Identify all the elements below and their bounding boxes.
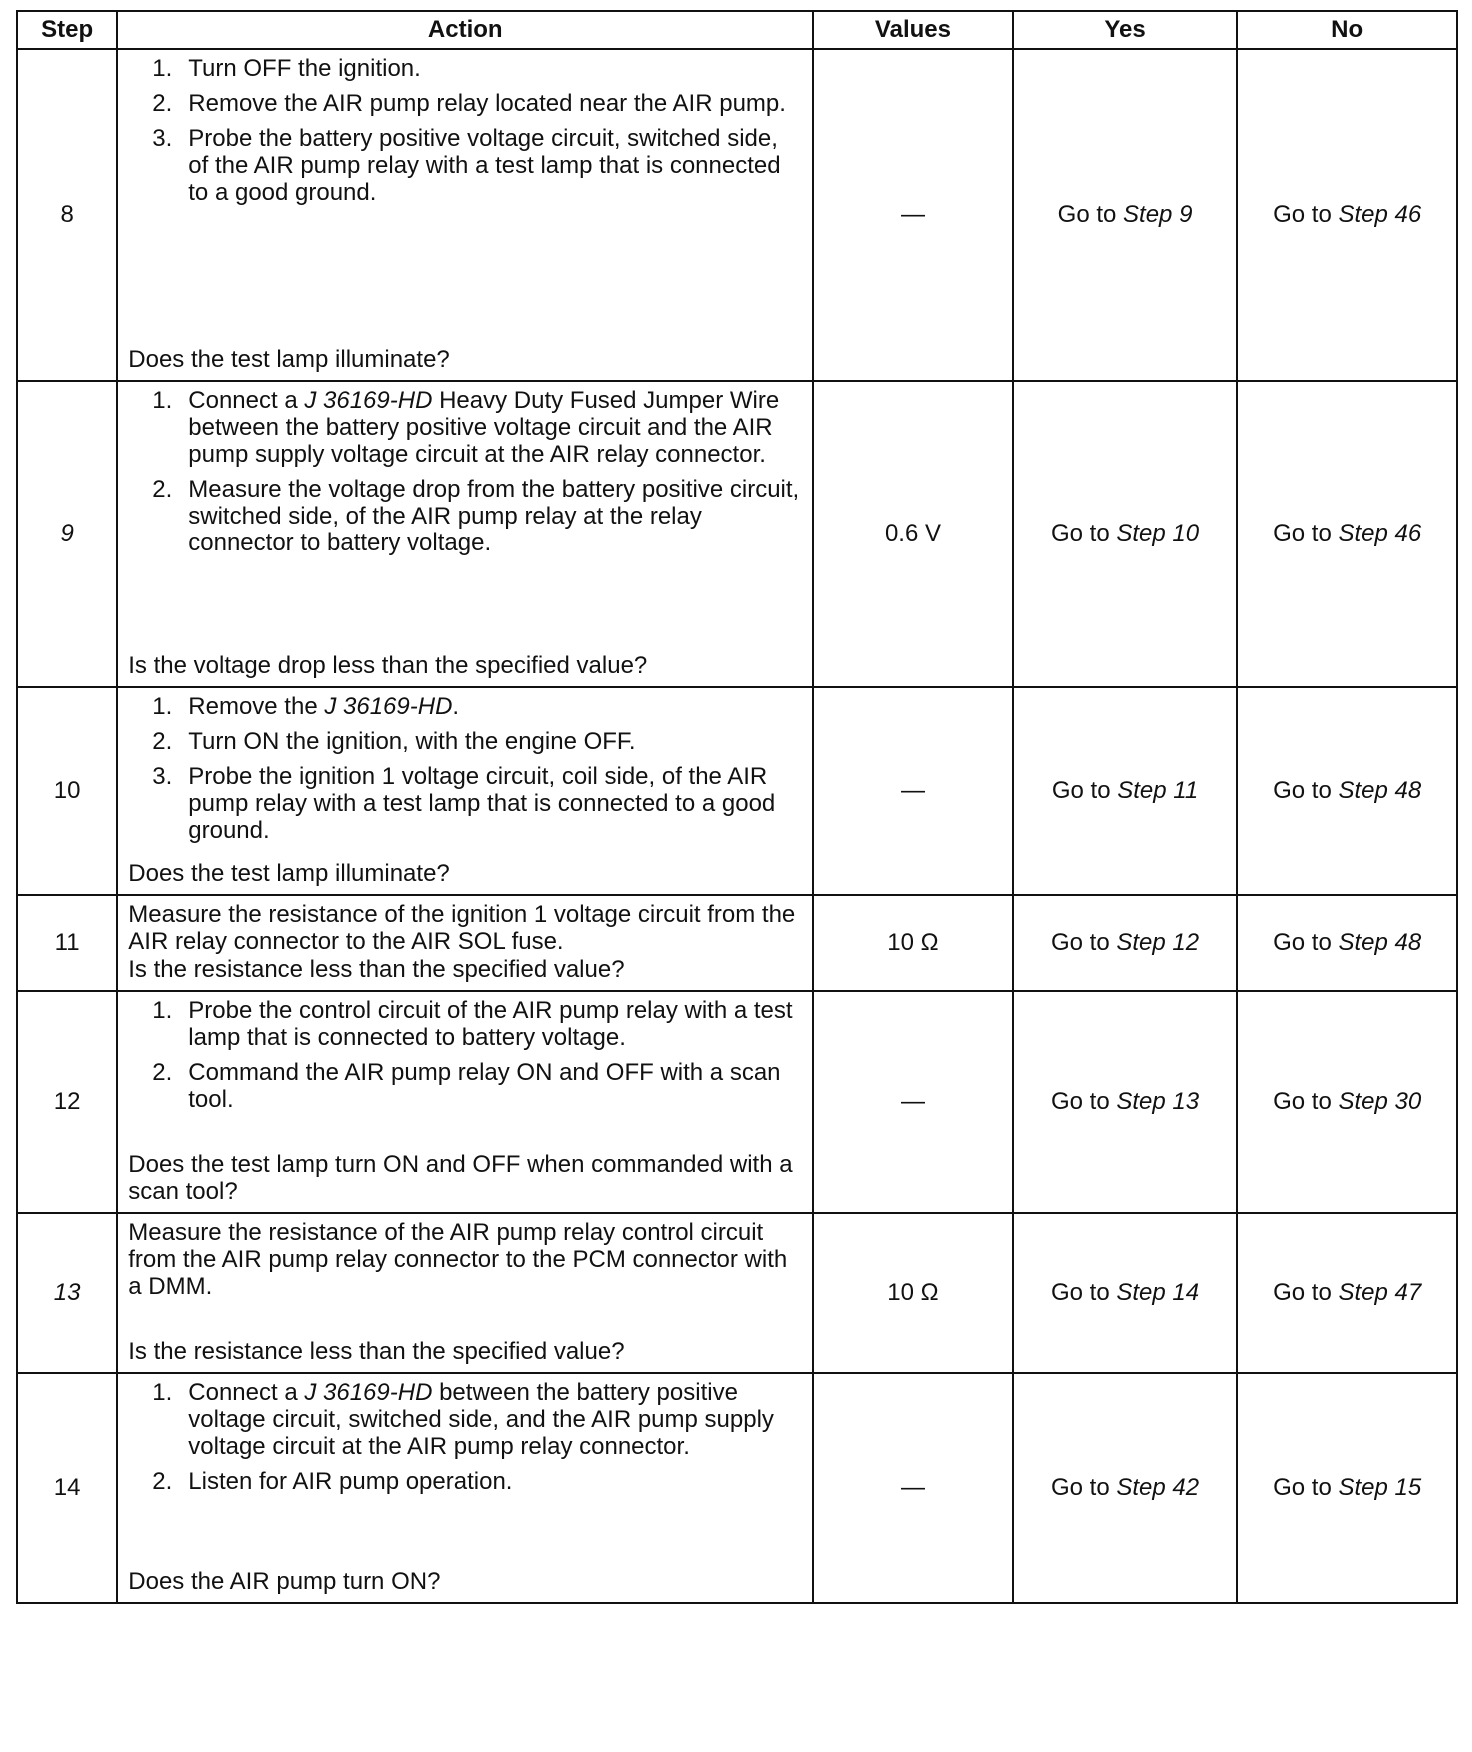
no-cell <box>1237 49 1457 381</box>
action-cell <box>117 895 813 991</box>
step-number: 14 <box>17 1373 117 1603</box>
go-to-label: Go to <box>1273 1473 1339 1501</box>
action-cell <box>117 381 813 687</box>
yes-cell <box>1013 1213 1238 1373</box>
step-number: 9 <box>17 381 117 687</box>
table-row-step-14 <box>17 1373 1457 1603</box>
no-cell <box>1237 1213 1457 1373</box>
yes-cell <box>1013 895 1238 991</box>
no-step-link[interactable]: Step 46 <box>1338 519 1422 547</box>
action-list <box>128 998 802 1122</box>
action-item: Probe the ignition 1 voltage circuit, coil side, of the AIR pump relay with a test lamp that is connected to a good ground. <box>188 762 776 844</box>
action-text: Heavy Duty Fused Jumper Wire between the battery positive voltage circuit and the AIR pump supply voltage circuit at the AIR relay connector. <box>188 387 780 468</box>
action-item: Turn OFF the ignition. <box>188 55 421 82</box>
no-step-link[interactable]: Step 48 <box>1338 776 1422 804</box>
no-cell <box>1237 687 1457 895</box>
action-text: Remove the <box>188 693 325 720</box>
go-to-label: Go to <box>1051 776 1118 804</box>
table-row-step-8 <box>17 49 1457 381</box>
action-list <box>128 694 802 852</box>
tool-reference: J 36169-HD <box>304 387 433 414</box>
header-no: No <box>1237 11 1457 49</box>
go-to-label: Go to <box>1273 1087 1339 1115</box>
action-item: Probe the battery positive voltage circuit, switched side, of the AIR pump relay with a test lamp that is connected to a good ground. <box>188 124 781 206</box>
action-item <box>188 1380 802 1461</box>
action-text: Connect a <box>188 387 305 414</box>
go-to-label: Go to <box>1273 776 1339 804</box>
action-text: Connect a <box>188 1379 305 1406</box>
table-row-step-12 <box>17 991 1457 1213</box>
no-step-link[interactable]: Step 46 <box>1338 200 1422 228</box>
action-cell <box>117 991 813 1213</box>
value-cell: — <box>813 49 1013 381</box>
yes-step-link[interactable]: Step 14 <box>1116 1278 1200 1306</box>
yes-step-link[interactable]: Step 9 <box>1123 200 1193 228</box>
no-step-link[interactable]: Step 47 <box>1338 1278 1422 1306</box>
action-item <box>188 388 802 469</box>
step-number: 10 <box>17 687 117 895</box>
header-action: Action <box>117 11 813 49</box>
value-cell: 0.6 V <box>813 381 1013 687</box>
header-row <box>17 11 1457 49</box>
header-values: Values <box>813 11 1013 49</box>
yes-cell <box>1013 381 1238 687</box>
action-question: Is the voltage drop less than the specified value? <box>128 652 648 680</box>
action-cell <box>117 687 813 895</box>
action-question: Does the test lamp turn ON and OFF when commanded with a scan tool? <box>128 1151 793 1206</box>
yes-cell <box>1013 49 1238 381</box>
yes-step-link[interactable]: Step 42 <box>1116 1473 1200 1501</box>
no-step-link[interactable]: Step 48 <box>1338 928 1422 956</box>
go-to-label: Go to <box>1050 928 1117 956</box>
action-item: Turn ON the ignition, with the engine OFF. <box>188 727 636 755</box>
action-list <box>128 388 802 565</box>
action-cell <box>117 1213 813 1373</box>
action-item: Listen for AIR pump operation. <box>188 1467 513 1495</box>
action-text: Measure the resistance of the AIR pump relay control circuit from the AIR pump relay connector to the PCM connector with a DMM. <box>128 1219 788 1300</box>
tool-reference: J 36169-HD <box>324 693 453 720</box>
yes-cell <box>1013 687 1238 895</box>
go-to-label: Go to <box>1273 519 1339 547</box>
yes-cell <box>1013 1373 1238 1603</box>
header-step: Step <box>17 11 117 49</box>
step-number: 12 <box>17 991 117 1213</box>
go-to-label: Go to <box>1273 1278 1339 1306</box>
go-to-label: Go to <box>1273 928 1339 956</box>
action-question: Does the AIR pump turn ON? <box>128 1568 441 1596</box>
table-row-step-11 <box>17 895 1457 991</box>
table-row-step-9 <box>17 381 1457 687</box>
action-item <box>188 694 802 721</box>
step-number: 11 <box>17 895 117 991</box>
go-to-label: Go to <box>1050 1278 1117 1306</box>
value-cell: 10 Ω <box>813 895 1013 991</box>
yes-cell <box>1013 991 1238 1213</box>
action-list <box>128 56 802 214</box>
diagnostic-table <box>16 10 1458 1604</box>
no-cell <box>1237 991 1457 1213</box>
yes-step-link[interactable]: Step 12 <box>1116 928 1200 956</box>
no-step-link[interactable]: Step 30 <box>1338 1087 1422 1115</box>
yes-step-link[interactable]: Step 11 <box>1117 776 1199 804</box>
action-text: . <box>452 693 460 720</box>
value-cell: — <box>813 991 1013 1213</box>
action-question: Does the test lamp illuminate? <box>128 346 450 374</box>
action-text: Measure the resistance of the ignition 1 voltage circuit from the AIR relay connector to the AIR SOL fuse. <box>128 901 796 955</box>
action-cell <box>117 49 813 381</box>
value-cell: — <box>813 1373 1013 1603</box>
yes-step-link[interactable]: Step 10 <box>1116 519 1200 547</box>
go-to-label: Go to <box>1050 1473 1117 1501</box>
tool-reference: J 36169-HD <box>304 1379 433 1406</box>
step-number: 8 <box>17 49 117 381</box>
go-to-label: Go to <box>1273 200 1339 228</box>
no-cell <box>1237 895 1457 991</box>
table-row-step-10 <box>17 687 1457 895</box>
no-cell <box>1237 1373 1457 1603</box>
go-to-label: Go to <box>1050 1087 1117 1115</box>
table-row-step-13 <box>17 1213 1457 1373</box>
action-text: between the battery positive voltage circuit, switched side, and the AIR pump supply voltage circuit at the AIR pump relay connector. <box>188 1379 774 1460</box>
yes-step-link[interactable]: Step 13 <box>1116 1087 1200 1115</box>
action-question: Does the test lamp illuminate? <box>128 860 450 888</box>
action-item: Measure the voltage drop from the battery positive circuit, switched side, of the AIR pump relay at the relay connector to battery voltage. <box>188 475 800 557</box>
action-question: Is the resistance less than the specified value? <box>128 956 625 984</box>
value-cell: 10 Ω <box>813 1213 1013 1373</box>
no-cell <box>1237 381 1457 687</box>
no-step-link[interactable]: Step 15 <box>1338 1473 1422 1501</box>
go-to-label: Go to <box>1050 519 1117 547</box>
action-list <box>128 1380 802 1504</box>
action-item: Probe the control circuit of the AIR pump relay with a test lamp that is connected to battery voltage. <box>188 997 793 1051</box>
value-cell: — <box>813 687 1013 895</box>
action-question: Is the resistance less than the specified value? <box>128 1338 625 1366</box>
action-item: Remove the AIR pump relay located near the AIR pump. <box>188 89 786 117</box>
go-to-label: Go to <box>1057 200 1124 228</box>
step-number: 13 <box>17 1213 117 1373</box>
header-yes: Yes <box>1013 11 1238 49</box>
action-cell <box>117 1373 813 1603</box>
action-item: Command the AIR pump relay ON and OFF with a scan tool. <box>188 1058 781 1113</box>
